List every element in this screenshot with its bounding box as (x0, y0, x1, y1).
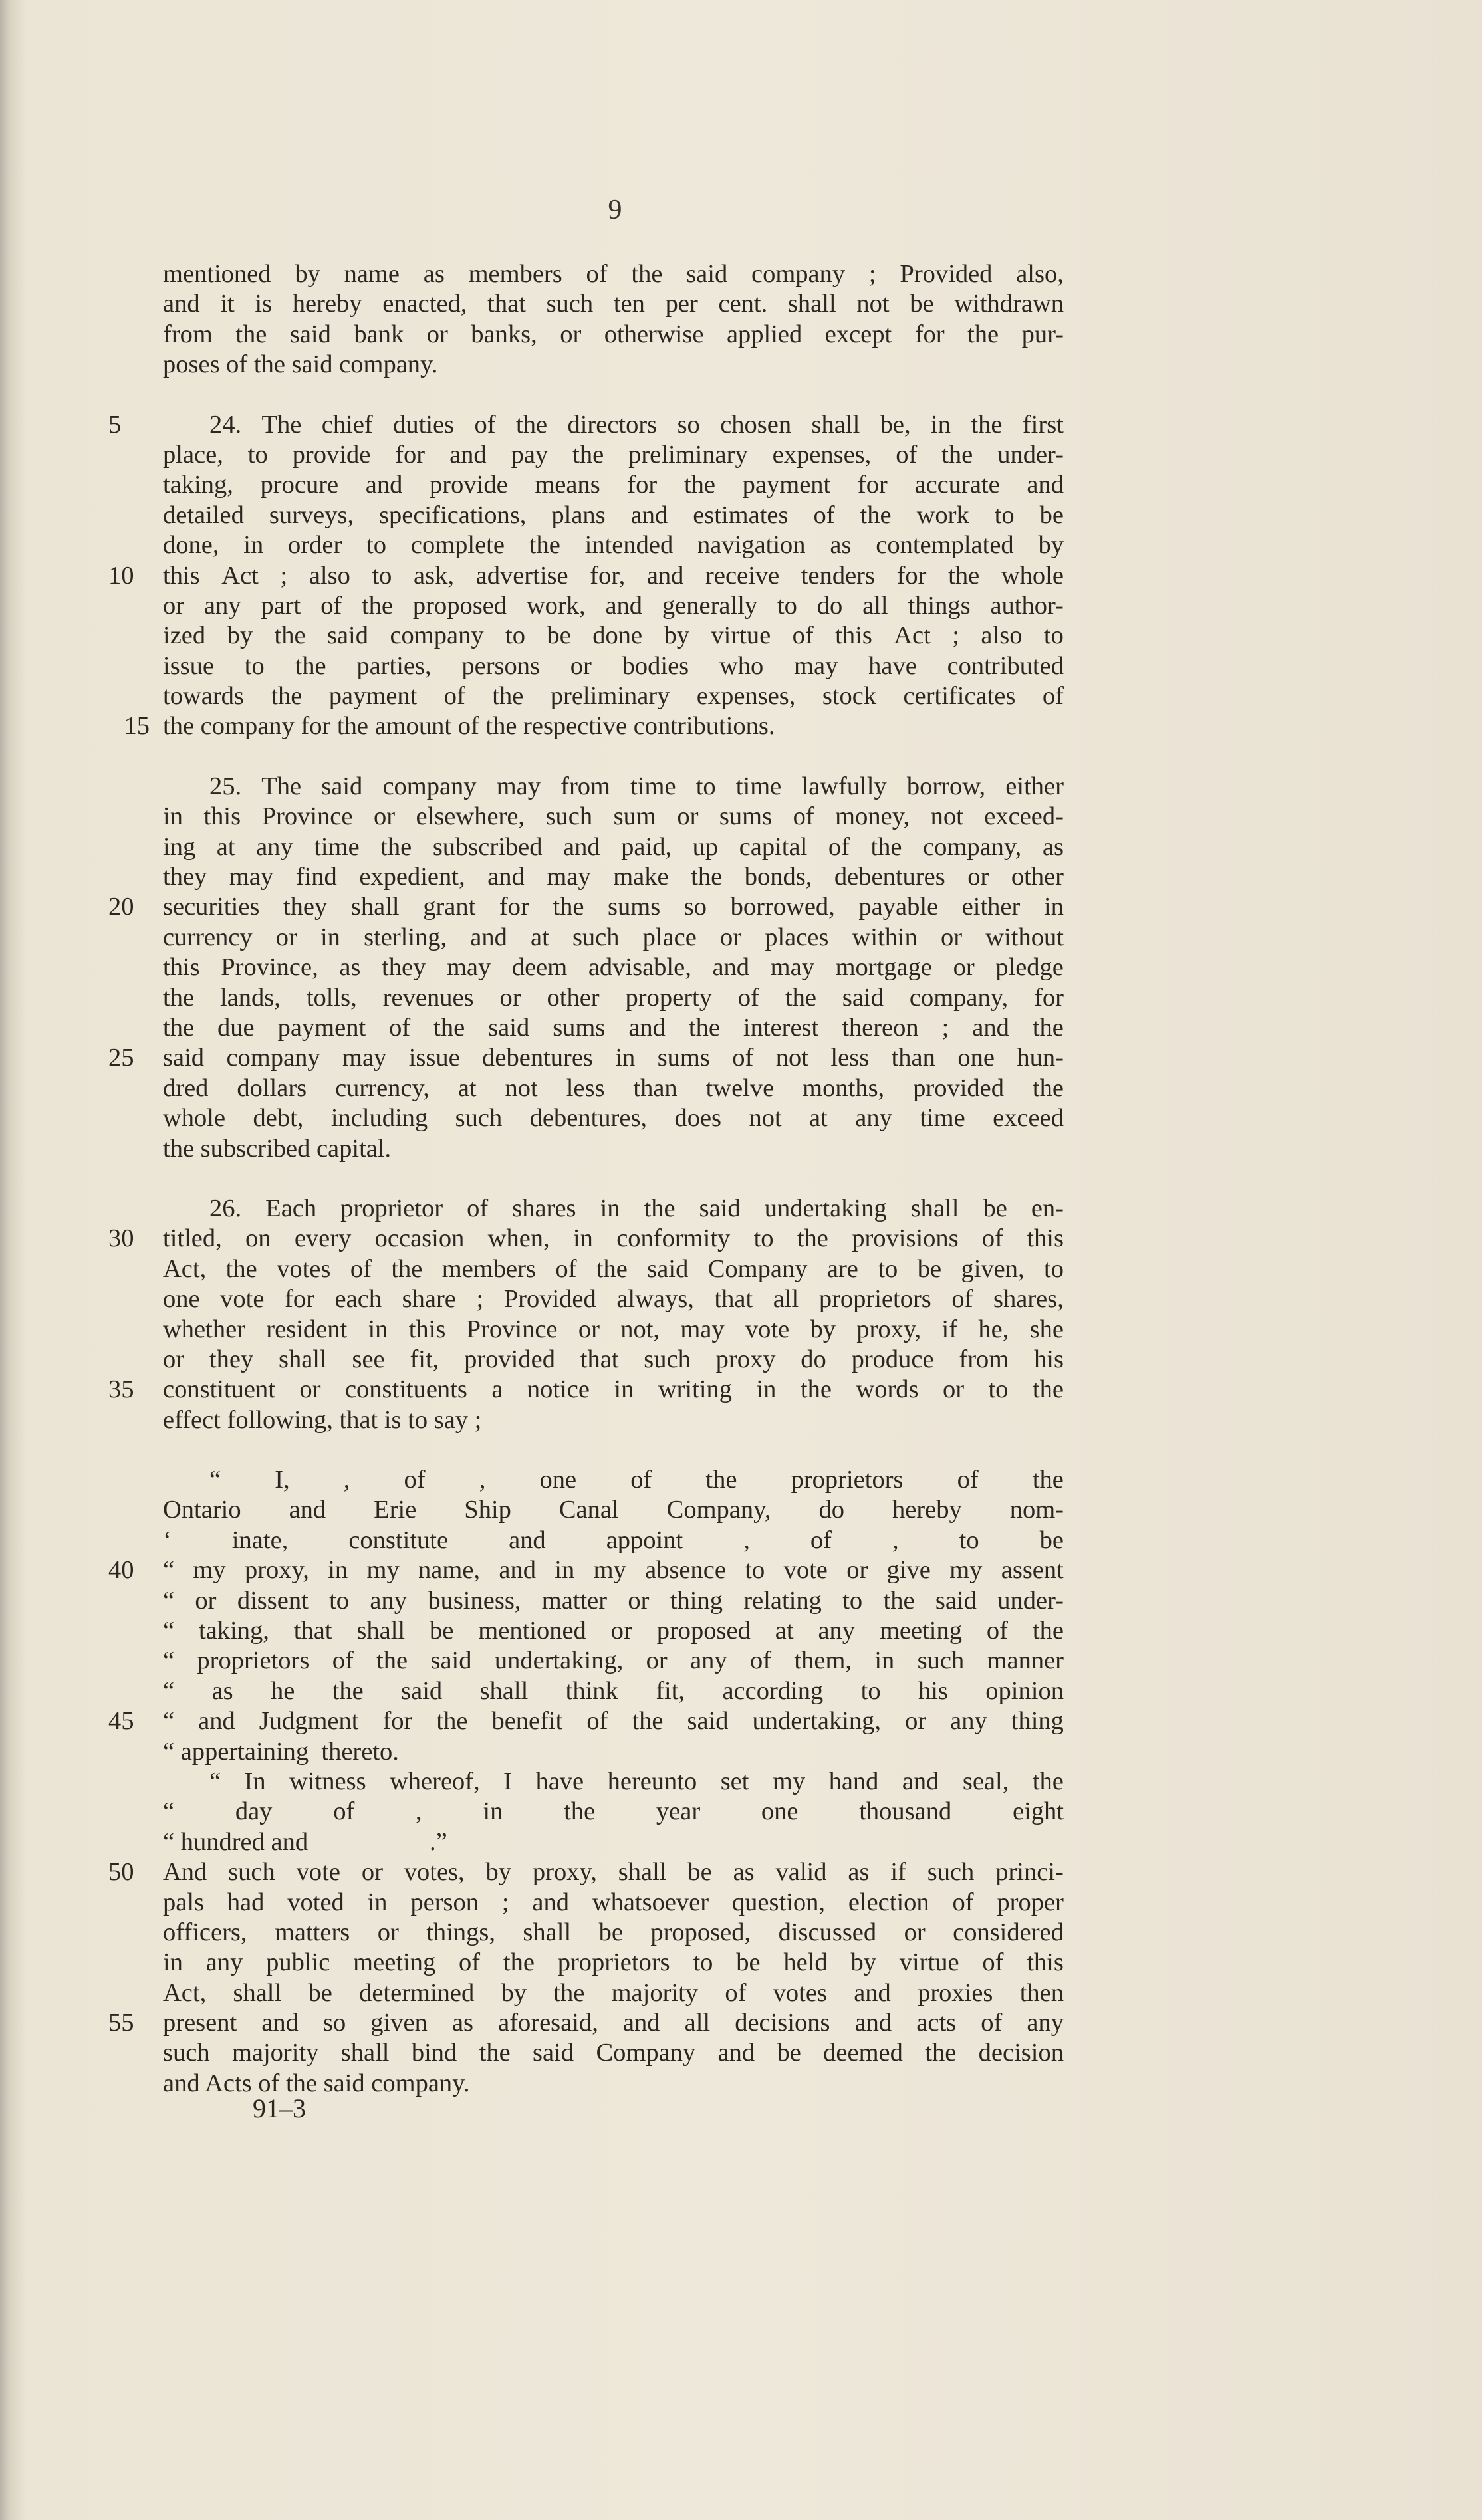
text-line (163, 350, 1064, 380)
text-line (163, 501, 1064, 530)
text-line (163, 983, 1064, 1013)
line-text: Ontario and Erie Ship Canal Company, do hereby nom- (163, 1496, 1064, 1524)
line-text: place, to provide for and pay the preliminary expenses, of the under- (163, 440, 1064, 469)
line-text: the subscribed capital. (163, 1134, 392, 1163)
text-line (163, 1676, 1064, 1706)
text-line (163, 1827, 1064, 1857)
text-line (163, 1405, 1064, 1435)
text-line (163, 832, 1064, 862)
line-number: 25 (108, 1044, 134, 1072)
text-line (108, 1706, 1064, 1736)
line-text: whether resident in this Province or not, may vote by proxy, if he, she (163, 1315, 1064, 1343)
line-number: 15 (124, 712, 150, 741)
line-number: 10 (108, 561, 134, 590)
line-text: And such vote or votes, by proxy, shall be as valid as if such princi- (163, 1858, 1064, 1887)
line-text: ing at any time the subscribed and paid, up capital of the company, as (163, 832, 1064, 861)
text-line (163, 1284, 1064, 1314)
line-text: this Province, as they may deem advisable, and may mortgage or pledge (163, 953, 1064, 982)
text-line (163, 1495, 1064, 1525)
text-line (108, 561, 1064, 591)
text-line (163, 1194, 1064, 1224)
text-line (163, 1616, 1064, 1646)
text-line (163, 289, 1064, 319)
line-text: “ as he the said shall think fit, according to his opinion (163, 1676, 1064, 1705)
line-text: currency or in sterling, and at such place or places within or without (163, 923, 1064, 951)
line-number: 20 (108, 893, 134, 921)
text-line (163, 1134, 1064, 1164)
text-line (163, 1646, 1064, 1676)
text-line (124, 711, 1064, 741)
line-text: dred dollars currency, at not less than twelve months, provided the (163, 1074, 1064, 1102)
line-text: said company may issue debentures in sums of not less than one hun- (163, 1044, 1064, 1072)
text-line (163, 1103, 1064, 1133)
line-text: “ and Judgment for the benefit of the said undertaking, or any thing (163, 1707, 1064, 1736)
line-text: poses of the said company. (163, 350, 438, 379)
line-text: in this Province or elsewhere, such sum or sums of money, not exceed- (163, 802, 1064, 831)
paragraph (163, 259, 1064, 380)
line-text: titled, on every occasion when, in conformity to the provisions of this (163, 1224, 1064, 1253)
line-text: towards the payment of the preliminary expenses, stock certificates of (163, 682, 1064, 711)
text-line (108, 1224, 1064, 1254)
page-number: 9 (608, 195, 622, 225)
line-text: and it is hereby enacted, that such ten per cent. shall not be withdrawn (163, 290, 1064, 318)
text-line (108, 2008, 1064, 2038)
line-text: detailed surveys, specifications, plans and estimates of the work to be (163, 501, 1064, 529)
text-line (163, 681, 1064, 711)
text-line (163, 802, 1064, 832)
text-line (163, 1737, 1064, 1767)
text-line (163, 1948, 1064, 1978)
line-text: and Acts of the said company. (163, 2069, 470, 2097)
line-text: done, in order to complete the intended navigation as contemplated by (163, 531, 1064, 560)
text-line (163, 1526, 1064, 1555)
line-text: in any public meeting of the proprietors to be held by virtue of this (163, 1948, 1064, 1977)
signature-mark: 91–3 (253, 2093, 306, 2123)
text-line (108, 892, 1064, 922)
text-line (163, 1586, 1064, 1616)
line-text: officers, matters or things, shall be proposed, discussed or considered (163, 1918, 1064, 1946)
text-line (163, 1797, 1064, 1827)
line-text: “ I, , of , one of the proprietors of the (209, 1466, 1064, 1494)
text-line (163, 1254, 1064, 1284)
paragraph-gap (163, 1164, 1064, 1194)
text-line (163, 953, 1064, 982)
text-line (163, 1074, 1064, 1103)
line-number: 45 (108, 1707, 134, 1736)
line-number: 40 (108, 1556, 134, 1585)
text-line (108, 1555, 1064, 1585)
line-text: the lands, tolls, revenues or other property of the said company, for (163, 983, 1064, 1012)
text-line (163, 440, 1064, 470)
line-text: 26. Each proprietor of shares in the said undertaking shall be en- (209, 1194, 1064, 1222)
line-text: this Act ; also to ask, advertise for, and receive tenders for the whole (163, 561, 1064, 590)
paragraph-gap (163, 380, 1064, 410)
document-body (108, 259, 1064, 2099)
line-text: the company for the amount of the respective contributions. (163, 712, 775, 741)
text-line (163, 621, 1064, 651)
line-text: securities they shall grant for the sums so borrowed, payable either in (163, 893, 1064, 921)
line-text: constituent or constituents a notice in writing in the words or to the (163, 1375, 1064, 1404)
line-text: 25. The said company may from time to time lawfully borrow, either (209, 772, 1064, 800)
line-text: ized by the said company to be done by virtue of this Act ; also to (163, 622, 1064, 650)
line-text: or they shall see fit, provided that such proxy do produce from his (163, 1345, 1064, 1373)
line-text: such majority shall bind the said Company and be deemed the decision (163, 2039, 1064, 2067)
text-line (163, 259, 1064, 289)
text-line (163, 1767, 1064, 1797)
line-number: 5 (108, 410, 122, 439)
line-text: or any part of the proposed work, and generally to do all things author- (163, 591, 1064, 620)
text-line (108, 410, 1064, 440)
text-line (163, 1888, 1064, 1918)
text-line (108, 1043, 1064, 1073)
text-line (163, 591, 1064, 621)
text-line (163, 1978, 1064, 2008)
text-line (163, 923, 1064, 953)
line-number: 55 (108, 2009, 134, 2037)
paragraph (108, 1194, 1064, 1435)
line-text: “ or dissent to any business, matter or thing relating to the said under- (163, 1586, 1064, 1615)
text-line (163, 1465, 1064, 1495)
line-text: they may find expedient, and may make the bonds, debentures or other (163, 863, 1064, 891)
text-line (163, 772, 1064, 802)
line-text: “ proprietors of the said undertaking, or any of them, in such manner (163, 1647, 1064, 1675)
text-line (163, 862, 1064, 892)
text-line (163, 2038, 1064, 2068)
text-line (108, 1857, 1064, 1887)
line-text: “ my proxy, in my name, and in my absence to vote or give my assent (163, 1556, 1064, 1585)
text-line (163, 1345, 1064, 1375)
line-text: Act, shall be determined by the majority of votes and proxies then (163, 1978, 1064, 2007)
line-text: whole debt, including such debentures, does not at any time exceed (163, 1104, 1064, 1133)
paragraph-gap (163, 742, 1064, 772)
text-line (163, 651, 1064, 681)
line-number: 50 (108, 1858, 134, 1887)
line-text: one vote for each share ; Provided always, that all proprietors of shares, (163, 1285, 1064, 1314)
text-line (163, 470, 1064, 500)
line-number: 35 (108, 1375, 134, 1404)
text-line (163, 1918, 1064, 1948)
line-text: mentioned by name as members of the said company ; Provided also, (163, 260, 1064, 288)
line-text: “ appertaining thereto. (163, 1737, 399, 1766)
line-text: Act, the votes of the members of the said Company are to be given, to (163, 1254, 1064, 1283)
text-line (163, 1315, 1064, 1345)
line-text: effect following, that is to say ; (163, 1405, 482, 1434)
text-line (163, 530, 1064, 560)
line-number: 30 (108, 1224, 134, 1253)
line-text: ‘ inate, constitute and appoint , of , to be (163, 1526, 1064, 1554)
line-text: “ hundred and .” (163, 1827, 447, 1856)
paragraph (108, 410, 1064, 742)
line-text: the due payment of the said sums and the interest thereon ; and the (163, 1013, 1064, 1042)
line-text: “ taking, that shall be mentioned or proposed at any meeting of the (163, 1617, 1064, 1645)
line-text: “ day of , in the year one thousand eight (163, 1797, 1064, 1826)
line-text: from the said bank or banks, or otherwise applied except for the pur- (163, 320, 1064, 348)
text-line (108, 1375, 1064, 1405)
paragraph (108, 1465, 1064, 2099)
paragraph (108, 772, 1064, 1164)
text-line (163, 1013, 1064, 1043)
line-text: taking, procure and provide means for the payment for accurate and (163, 471, 1064, 499)
line-text: 24. The chief duties of the directors so chosen shall be, in the first (209, 410, 1064, 439)
line-text: “ In witness whereof, I have hereunto set my hand and seal, the (209, 1767, 1064, 1795)
line-text: pals had voted in person ; and whatsoever question, election of proper (163, 1888, 1064, 1916)
line-text: issue to the parties, persons or bodies who may have contributed (163, 651, 1064, 680)
paragraph-gap (163, 1435, 1064, 1465)
line-text: present and so given as aforesaid, and all decisions and acts of any (163, 2009, 1064, 2037)
text-line (163, 320, 1064, 350)
